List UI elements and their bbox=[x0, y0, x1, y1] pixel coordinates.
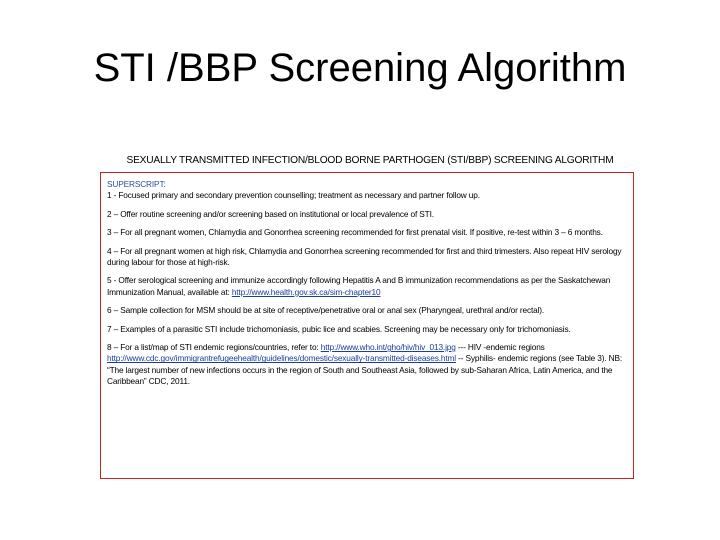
note-8-nb: NB: “The largest number of new infections occurs in the region of South and Southeast Asia, followed by sub-Saharan Africa, Latin America, and the Caribbean” CDC, 2011. bbox=[107, 353, 623, 387]
note-6: 6 – Sample collection for MSM should be at site of receptive/penetrative oral or anal sex (Pharyngeal, urethral and/or rectal). bbox=[107, 305, 545, 316]
note-8-who-suffix: --- HIV -endemic regions bbox=[455, 342, 545, 353]
note-5 bbox=[107, 275, 627, 298]
note-1: 1 - Focused primary and secondary prevention counselling; treatment as necessary and partner follow up. bbox=[107, 190, 480, 201]
superscript-notes-box bbox=[100, 172, 634, 479]
note-8-cdc-line bbox=[107, 353, 607, 363]
who-hiv-map-link[interactable]: http://www.who.int/gho/hiv/hiv_013.jpg bbox=[320, 342, 456, 353]
note-7: 7 – Examples of a parasitic STI include trichomoniasis, pubic lice and scabies. Screening may be necessary only for trichomoniasis. bbox=[107, 323, 571, 334]
document-heading: SEXUALLY TRANSMITTED INFECTION/BLOOD BORNE PARTHOGEN (STI/BBP) SCREENING ALGORITHM bbox=[126, 155, 614, 166]
note-8-who-line bbox=[321, 342, 545, 352]
note-3: 3 – For all pregnant women, Chlamydia and Gonorrhea screening recommended for first prenatal visit. If positive, re-test within 3 – 6 months. bbox=[107, 227, 603, 238]
cdc-sti-guidelines-link[interactable]: http://www.cdc.gov/immigrantrefugeehealth/guidelines/domestic/sexually-transmitted-diseases.html bbox=[107, 353, 456, 364]
note-8 bbox=[107, 342, 627, 388]
note-5-text: 5 - Offer serological screening and immunize accordingly following Hepatitis A and B immunization recommendations as per the Saskatchewan Immunization Manual, available at: bbox=[107, 275, 611, 297]
note-8-intro: 8 – For a list/map of STI endemic regions/countries, refer to: bbox=[107, 342, 319, 353]
slide-title: STI /BBP Screening Algorithm bbox=[93, 46, 627, 90]
note-2: 2 – Offer routine screening and/or screening based on institutional or local prevalence of STI. bbox=[107, 208, 434, 219]
note-8-cdc-suffix: -- Syphilis- endemic regions (see Table 3). bbox=[456, 353, 607, 364]
sim-chapter-link[interactable]: http://www.health.gov.sk.ca/sim-chapter10 bbox=[231, 286, 381, 297]
superscript-label: SUPERSCRIPT: bbox=[107, 179, 166, 189]
note-4: 4 – For all pregnant women at high risk, Chlamydia and Gonorrhea screening recommended for first and third trimesters. Also repeat HIV serology during labour for those at high-risk. bbox=[107, 245, 622, 268]
